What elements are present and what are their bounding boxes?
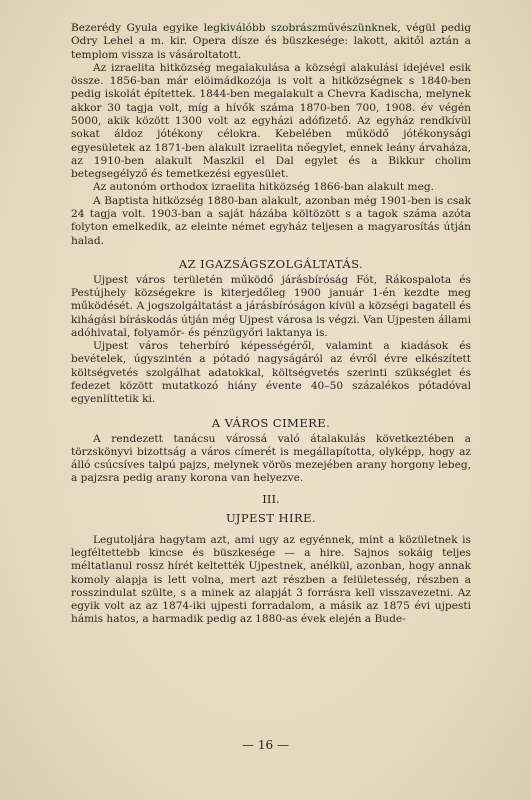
section-heading-justice: AZ IGAZSÁGSZOLGÁLTATÁS. — [178, 256, 364, 271]
page-body — [71, 22, 471, 627]
chapter-heading-fame: UJPEST HIRE. — [225, 510, 317, 525]
chapter-numeral: III. — [262, 491, 280, 506]
page-number: — 16 — — [242, 738, 289, 752]
paragraph-baptista: A Baptista hitközség 1880-ban alakult, azonban még 1901-ben is csak 24 tagja volt. 1903-ban a saját házába költözött s a tagok száma azóta folyton emelkedik, az eleinte német egyház teljesen a magyarosítás útján halad. — [71, 194, 471, 247]
paragraph-cimer: A rendezett tanácsu várossá való átalakulás következtében a törzskönyvi bizottság a város címerét is megállapította, olyképp, hogy az álló csúcsíves talpú pajzs, melynek vörös mezejében arany horgony lebeg, a pajzsra pedig arany korona van helyezve. — [71, 432, 471, 485]
paragraph-jarasbirosag: Ujpest város területén működő járásbíróság Fót, Rákospalota és Pestújhely községekre is kiterjedőleg 1900 január 1-én kezdte meg működését. A jogszolgáltatást a járásbíróságon kívül a községi bagatell és kihágási bíráskodás útján még Ujpest városa is végzi. Van Ujpesten állami adóhivatal, folyamőr- és pénzügyőri laktanya is. — [71, 273, 471, 339]
section-heading-crest: A VÁROS CIMERE. — [211, 415, 331, 430]
paragraph-izraelita: Az izraelita hitközség megalakulása a községi alakulási idejével esik össze. 1856-ban már elöimádkozója is volt a hitközségnek s 1840-ben pedig iskolát építettek. 1844-ben megalakult a Chevra Kadischa, melynek akkor 30 tagja volt, míg a hívők száma 1870-ben 700, 1908. év végén 5000, akik között 1300 volt az egyházi adófizető. Az egyház rendkívül sokat áldoz jótékony célokra. Kebelében működő jótékonysági egyesületek az 1871-ben alakult izraelita nőegylet, ennek leány árvaháza, az 1910-ben alakult Maszkil el Dal egylet és a Bikkur cholim betegsegélyző és temetkezési egyesület. — [71, 61, 471, 181]
paragraph-hire: Legutoljára hagytam azt, ami ugy az egyénnek, mint a közületnek is legféltettebb kincse és büszkesége — a hire. Sajnos sokáig teljes méltatlanul rossz hírét keltették Ujpestnek, anélkül, azonban, hogy annak komoly alapja is lett volna, mert azt részben a felületesség, részben a rosszindulat szülte, s a minek az alapját 3 forrásra kell visszavezetni. Az egyik volt az az 1874-iki ujpesti forradalom, a másik az 1875 évi ujpesti hámis hatos, a harmadik pedig az 1880-as évek elején a Bude- — [71, 533, 471, 626]
paragraph-teherbiro: Ujpest város teherbíró képességéről, valamint a kiadások és bevételek, úgyszintén a pótadó nagyságáról az évről évre elkészített költségvetés szolgálhat adatokkal, költségvetés szerinti szükséglet és fedezet között mutatkozó hiány évente 40–50 százalékos pótadóval egyenlíttetik ki. — [71, 340, 471, 406]
paragraph-bezeredy: Bezerédy Gyula egyike legkiválóbb szobrászművészünknek, végül pedig Odry Lehel a m. kir. Opera dísze és büszkesége: lakott, akitől aztán a templom vissza is vásároltatott. — [71, 22, 471, 61]
paragraph-orthodox: Az autonóm orthodox izraelita hitközség 1866-ban alakult meg. — [93, 181, 434, 194]
